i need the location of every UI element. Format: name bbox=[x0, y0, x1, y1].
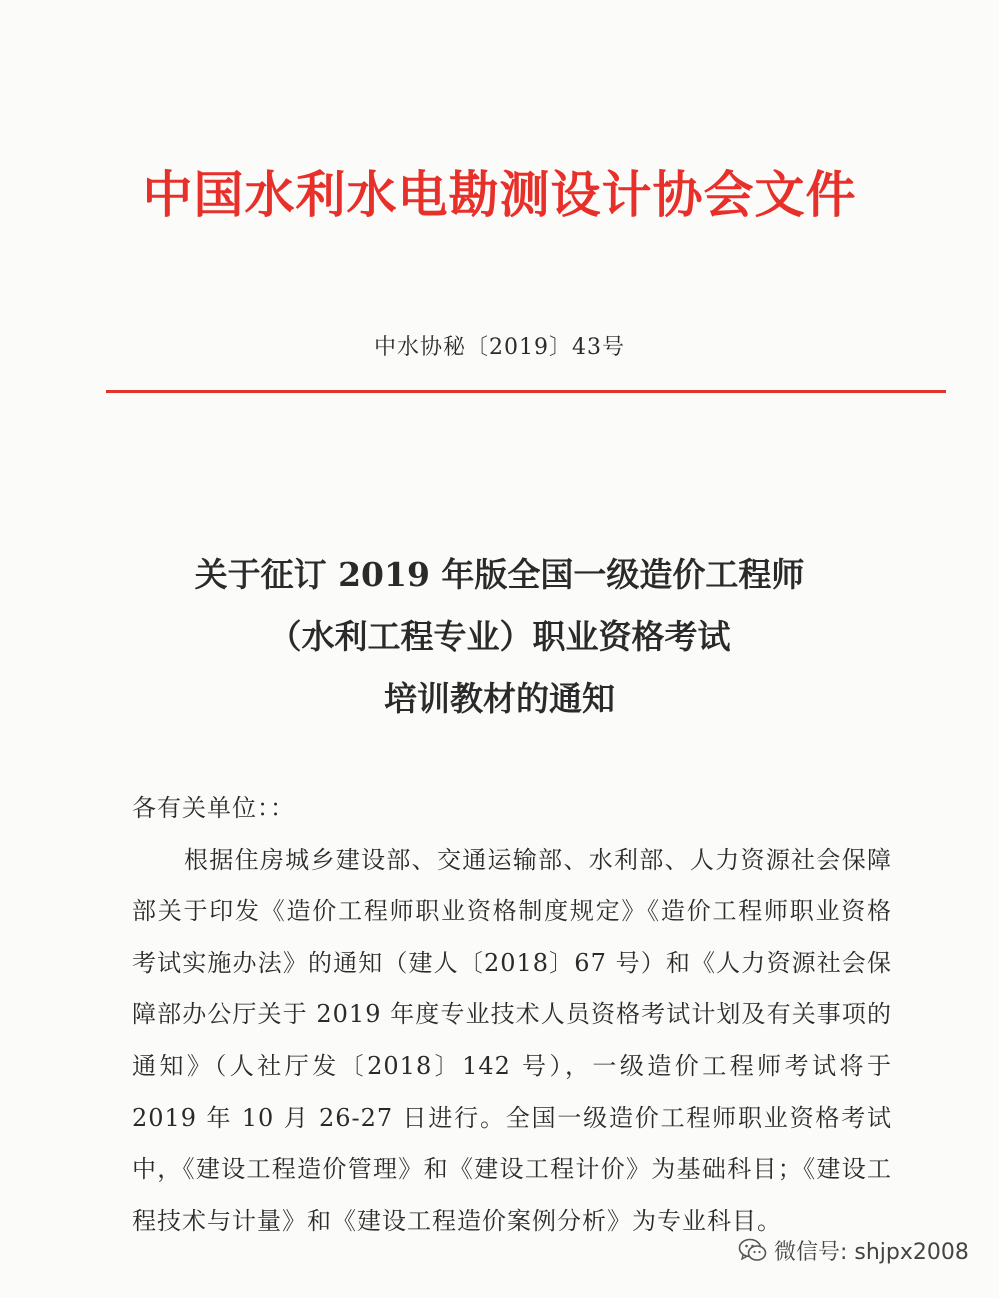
body-paragraph: 根据住房城乡建设部、交通运输部、水利部、人力资源社会保障部关于印发《造价工程师职业资格制度规定》《造价工程师职业资格考试实施办法》的通知（建人〔2018〕67 号）和《人力资源社会保障部办公厅关于 2019 年度专业技术人员资格考试计划及有关事项的通知》（人社厅发〔2018〕142 号），一级造价工程师考试将于 2019 年 10 月 26-27 日进行。全国一级造价工程师职业资格考试中，《建设工程造价管理》和《建设工程计价》为基础科目；《建设工程技术与计量》和《建设工程造价案例分析》为专业科目。 bbox=[132, 845, 892, 1235]
notice-title bbox=[0, 544, 999, 730]
document-number: 中水协秘〔2019〕43号 bbox=[374, 335, 625, 360]
notice-body bbox=[132, 783, 892, 1247]
title-line-1: 关于征订 2019 年版全国一级造价工程师 bbox=[194, 555, 805, 594]
wechat-id-text: 微信号: shjpx2008 bbox=[774, 1239, 969, 1265]
masthead-title: 中国水利水电勘测设计协会文件 bbox=[142, 166, 857, 224]
title-line-2: （水利工程专业）职业资格考试 bbox=[268, 617, 731, 656]
title-line-3: 培训教材的通知 bbox=[384, 679, 615, 718]
salutation: 各有关单位：： bbox=[132, 794, 295, 822]
wechat-icon bbox=[738, 1237, 768, 1263]
wechat-watermark bbox=[738, 1232, 969, 1268]
red-divider bbox=[106, 390, 946, 393]
